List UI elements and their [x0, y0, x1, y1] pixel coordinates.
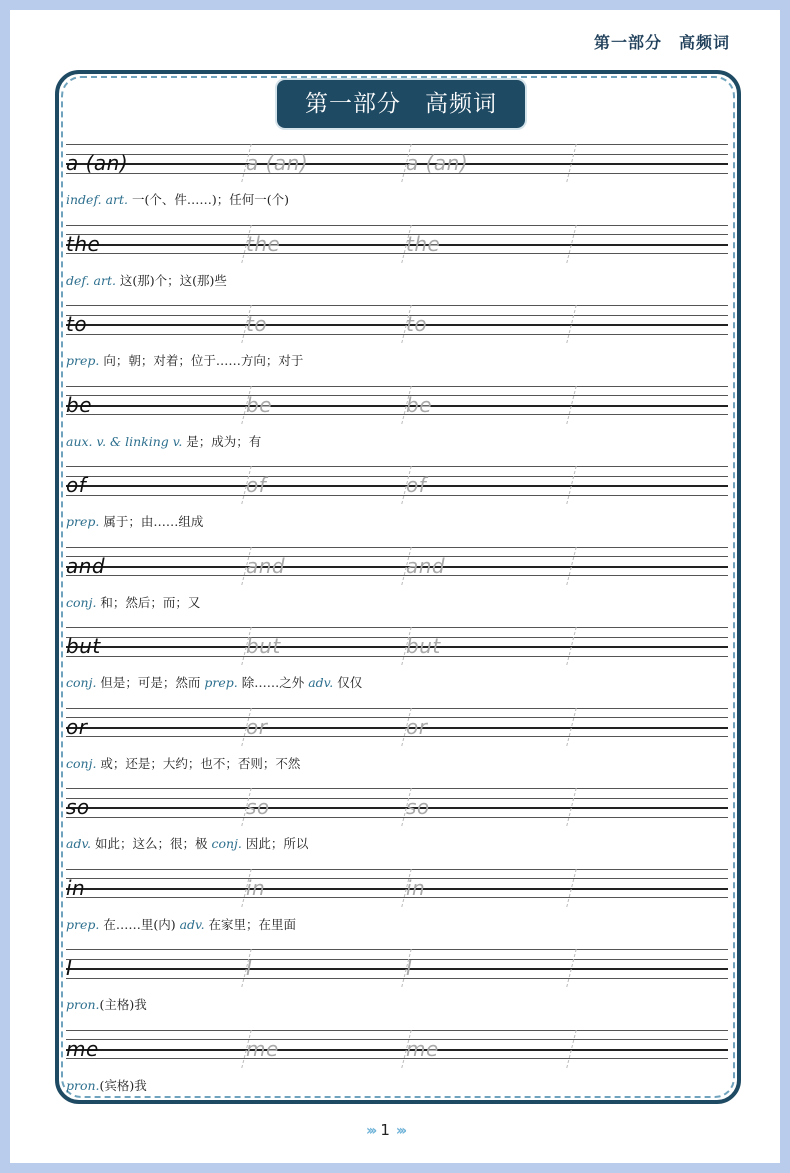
definition [66, 1076, 147, 1094]
headword: the [66, 231, 101, 256]
gloss: 因此；所以 [241, 836, 309, 851]
writing-guide-lines [66, 305, 728, 343]
headword: so [66, 795, 90, 819]
trace-word: or [246, 714, 268, 739]
trace-word: to [406, 312, 428, 336]
gloss: 在……里(内) [99, 916, 180, 932]
trace-word: a (an) [406, 151, 469, 175]
trace-word: so [406, 795, 430, 819]
trace-word: of [246, 473, 267, 497]
word-entry [66, 221, 728, 302]
writing-guide-lines [66, 386, 728, 424]
part-of-speech: pron. [66, 997, 100, 1012]
gloss: 一(个、件……)；任何一(个) [128, 192, 289, 207]
part-of-speech: prep. [66, 353, 100, 368]
definition [66, 593, 200, 611]
writing-guide-lines [66, 627, 728, 665]
trace-word: and [406, 553, 446, 578]
writing-guide-lines [66, 466, 728, 504]
gloss: 仅仅 [333, 675, 363, 690]
definition [66, 271, 227, 289]
trace-word: a (an) [246, 151, 309, 175]
headword: me [66, 1036, 99, 1061]
word-entry [66, 623, 728, 704]
section-title: 第一部分 高频词 [277, 80, 525, 128]
writing-guide-lines [66, 708, 728, 746]
definition [66, 190, 289, 208]
definition [66, 834, 308, 852]
trace-word: me [406, 1036, 439, 1061]
part-of-speech: adv. [308, 675, 334, 690]
gloss: 如此；这么；很；极 [91, 836, 212, 851]
trace-word: the [406, 231, 441, 256]
headword: or [66, 714, 88, 739]
word-entry [66, 382, 728, 463]
definition [66, 432, 261, 450]
trace-word: but [406, 634, 441, 658]
part-of-speech: def. art. [66, 272, 116, 288]
trace-word: I [406, 956, 413, 980]
headword: I [66, 956, 73, 980]
trace-word: me [246, 1036, 279, 1061]
headword: in [66, 875, 86, 900]
headword: be [66, 392, 92, 417]
part-of-speech: prep. [66, 514, 100, 529]
headword: a (an) [66, 151, 129, 175]
trace-word: of [406, 473, 427, 497]
word-entry [66, 462, 728, 543]
trace-word: so [246, 795, 270, 819]
word-entry [66, 140, 728, 221]
part-of-speech: conj. [66, 594, 97, 610]
definition [66, 512, 203, 530]
definition [66, 915, 296, 933]
gloss: 是；成为；有 [182, 433, 262, 449]
word-entry [66, 543, 728, 624]
writing-guide-lines [66, 949, 728, 987]
gloss: 属于；由……组成 [99, 514, 204, 529]
arrow-right-icon: ››› [395, 1123, 405, 1139]
trace-word: in [246, 875, 266, 900]
writing-guide-lines [66, 788, 728, 826]
writing-guide-lines [66, 869, 728, 907]
part-of-speech: pron. [66, 1077, 100, 1093]
word-entry [66, 301, 728, 382]
headword: but [66, 634, 101, 658]
word-entry [66, 704, 728, 785]
trace-word: be [246, 392, 272, 417]
gloss: (主格)我 [99, 997, 147, 1012]
part-of-speech: indef. art. [66, 192, 128, 207]
part-of-speech: conj. [211, 836, 242, 851]
word-entry [66, 945, 728, 1026]
gloss: 在家里；在里面 [204, 916, 297, 932]
part-of-speech: adv. [179, 916, 205, 932]
headword: of [66, 473, 87, 497]
part-of-speech: prep. [204, 675, 238, 690]
writing-guide-lines [66, 1030, 728, 1068]
gloss: (宾格)我 [99, 1077, 147, 1093]
definition [66, 351, 303, 369]
definition [66, 995, 147, 1013]
trace-word: I [246, 956, 253, 980]
trace-word: in [406, 875, 426, 900]
definition [66, 754, 300, 772]
word-entry [66, 1026, 728, 1107]
running-header: 第一部分 高频词 [593, 33, 730, 52]
gloss: 或；还是；大约；也不；否则；不然 [96, 755, 301, 771]
headword: and [66, 553, 106, 578]
part-of-speech: conj. [66, 755, 97, 771]
gloss: 除……之外 [237, 675, 309, 690]
gloss: 向；朝；对着；位于……方向；对于 [99, 353, 304, 368]
trace-word: but [246, 634, 281, 658]
trace-word: to [246, 312, 268, 336]
gloss: 但是；可是；然而 [96, 675, 205, 690]
page-number: 1 [380, 1121, 390, 1139]
writing-guide-lines [66, 144, 728, 182]
trace-word: the [246, 231, 281, 256]
gloss: 和；然后；而；又 [96, 594, 201, 610]
writing-guide-lines [66, 547, 728, 585]
gloss: 这(那)个；这(那)些 [115, 272, 227, 288]
writing-guide-lines [66, 225, 728, 263]
trace-word: and [246, 553, 286, 578]
headword: to [66, 312, 88, 336]
word-entry [66, 784, 728, 865]
trace-word: or [406, 714, 428, 739]
arrow-left-icon: ››› [366, 1123, 375, 1139]
part-of-speech: conj. [66, 675, 97, 690]
part-of-speech: aux. v. & linking v. [66, 433, 183, 449]
part-of-speech: prep. [66, 916, 100, 932]
definition [66, 673, 362, 691]
part-of-speech: adv. [66, 836, 92, 851]
word-list [66, 140, 728, 1106]
page-number-footer [366, 1121, 404, 1139]
word-entry [66, 865, 728, 946]
trace-word: be [406, 392, 432, 417]
